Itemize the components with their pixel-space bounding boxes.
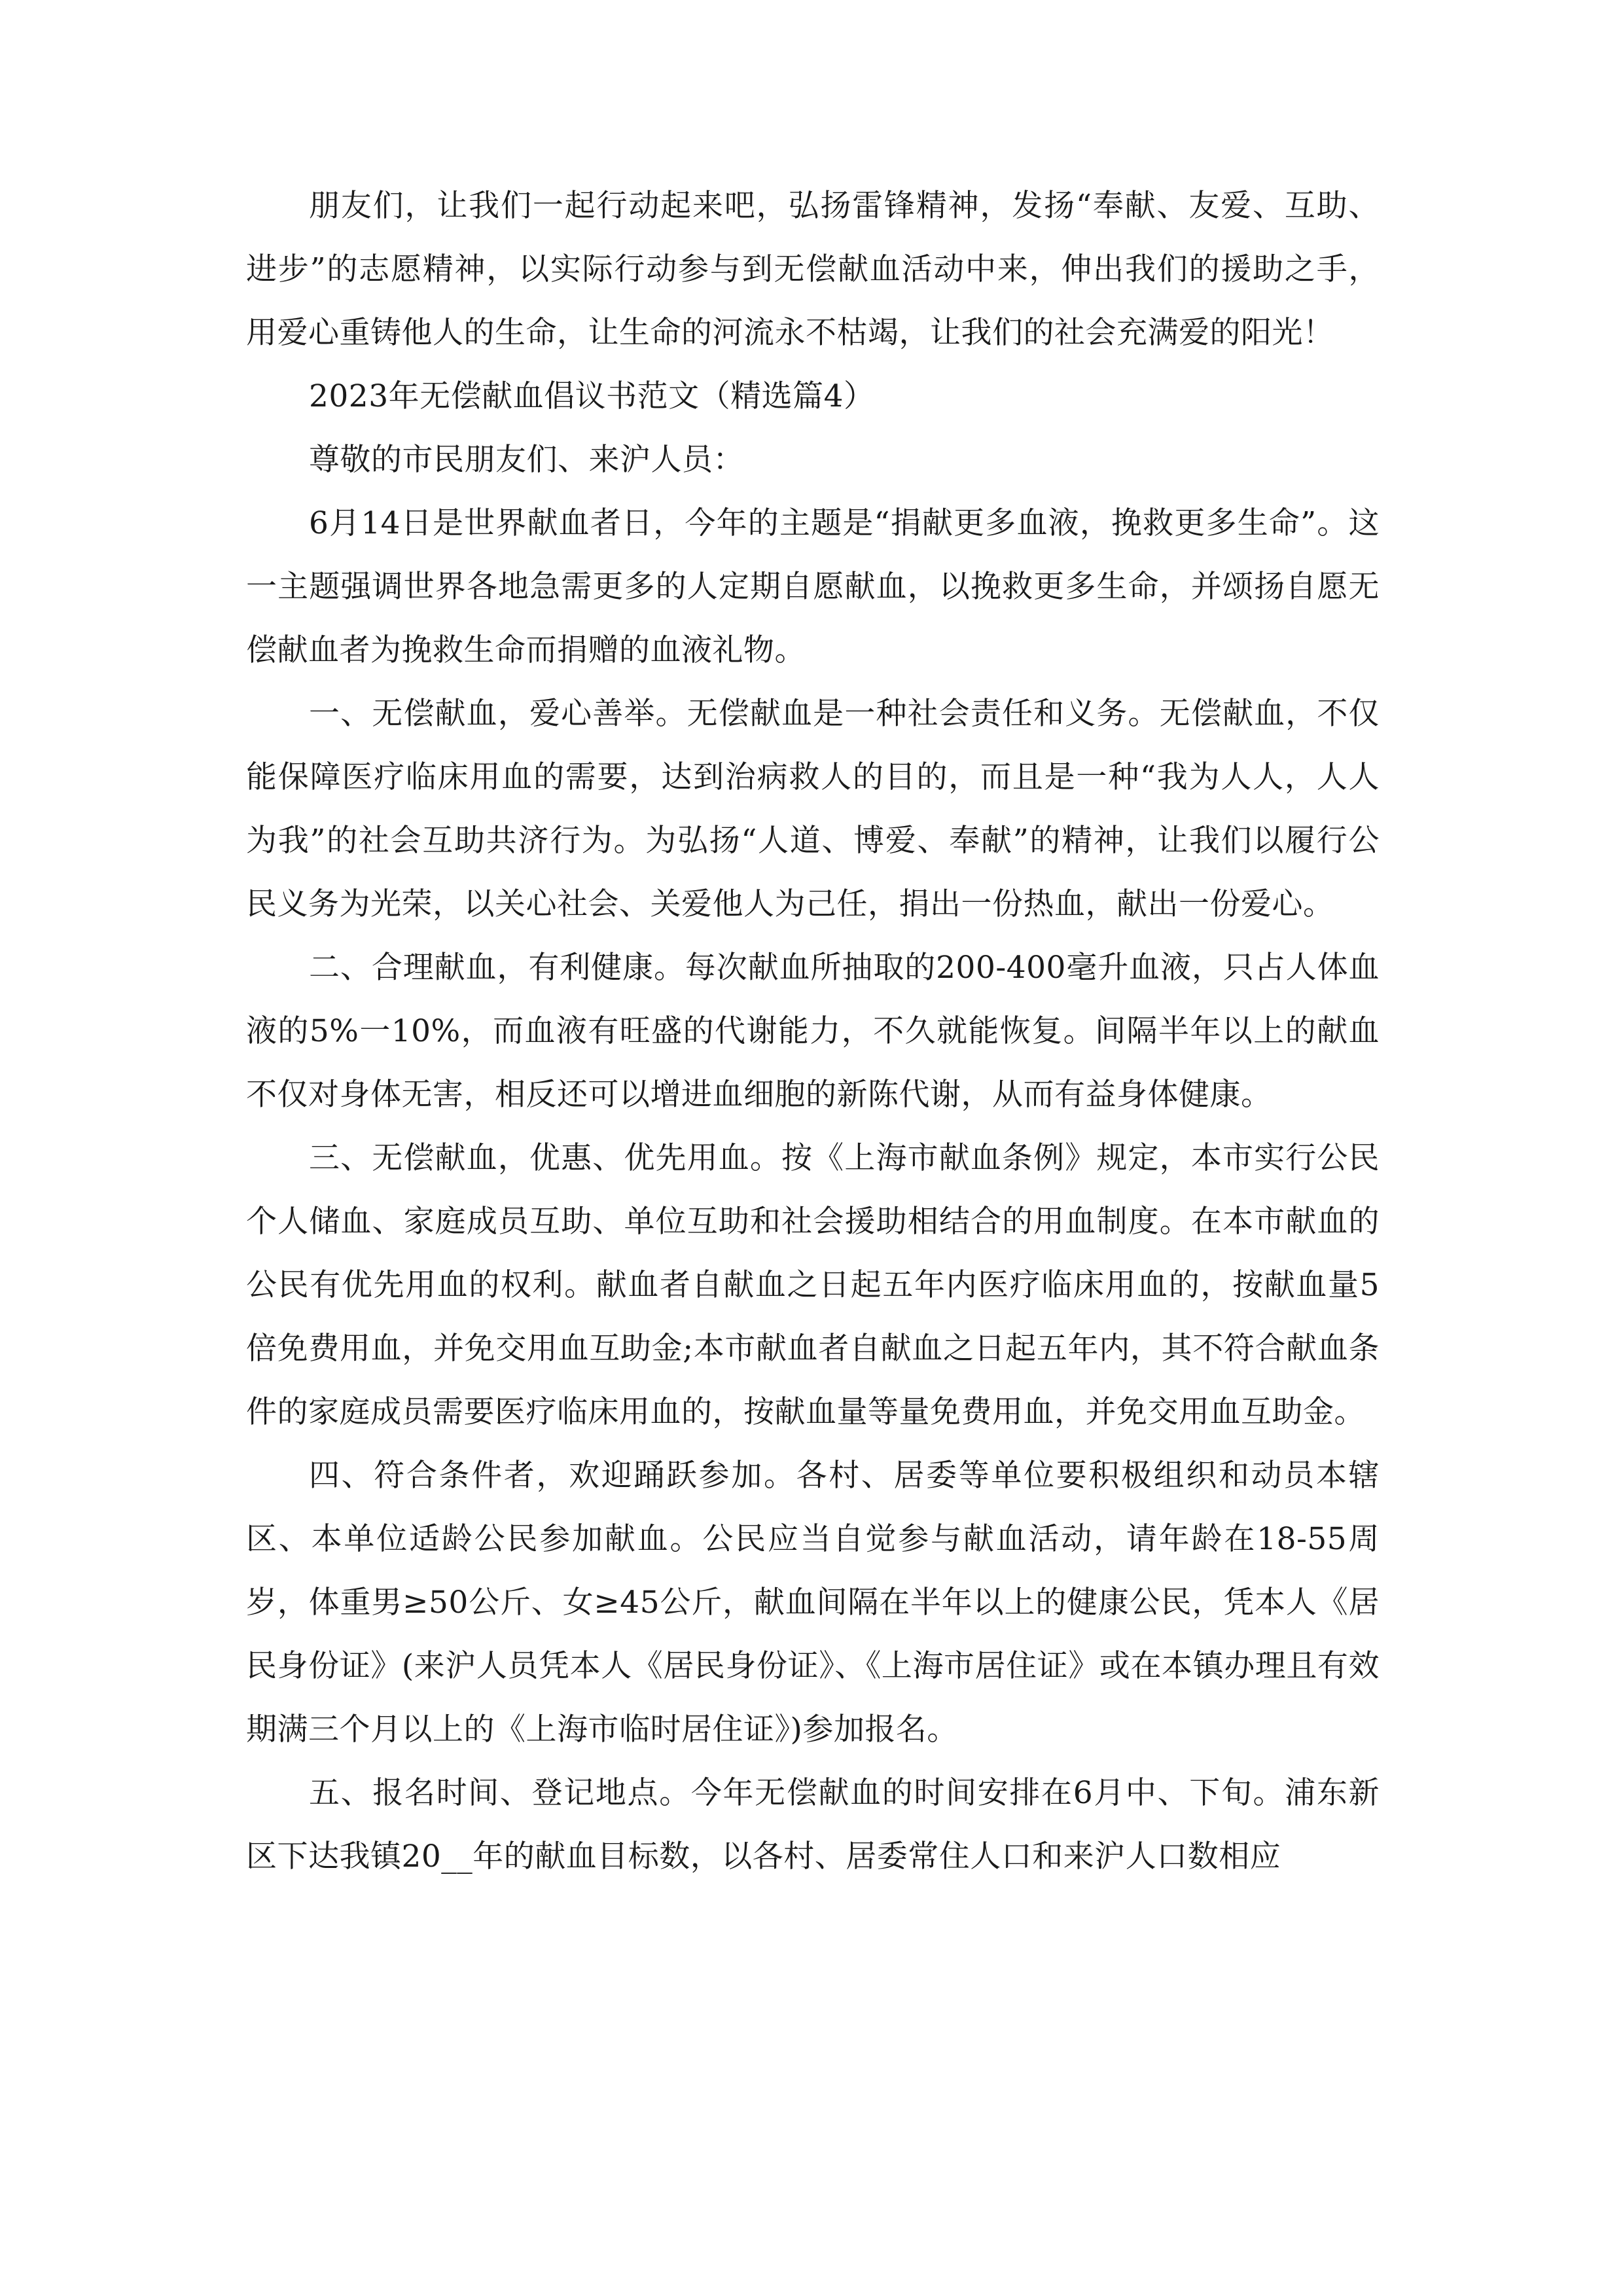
- paragraph-point-4: 四、符合条件者，欢迎踊跃参加。各村、居委等单位要积极组织和动员本辖区、本单位适龄公民参加献血。公民应当自觉参与献血活动，请年龄在18-55周岁，体重男≥50公斤、女≥45公斤，献血间隔在半年以上的健康公民，凭本人《居民身份证》(来沪人员凭本人《居民身份证》、《上海市居住证》或在本镇办理且有效期满三个月以上的《上海市临时居住证》)参加报名。: [246, 1458, 1380, 1748]
- document-page: [246, 174, 1380, 1888]
- section-heading: 2023年无偿献血倡议书范文（精选篇4）: [309, 378, 875, 414]
- salutation: 尊敬的市民朋友们、来沪人员：: [309, 442, 744, 478]
- paragraph-point-1: 一、无偿献血，爱心善举。无偿献血是一种社会责任和义务。无偿献血，不仅能保障医疗临床用血的需要，达到治病救人的目的，而且是一种“我为人人，人人为我”的社会互助共济行为。为弘扬“人道、博爱、奉献”的精神，让我们以履行公民义务为光荣，以关心社会、关爱他人为己任，捐出一份热血，献出一份爱心。: [246, 696, 1380, 922]
- paragraph-point-2: 二、合理献血，有利健康。每次献血所抽取的200-400毫升血液，只占人体血液的5%一10%，而血液有旺盛的代谢能力，不久就能恢复。间隔半年以上的献血不仅对身体无害，相反还可以增进血细胞的新陈代谢，从而有益身体健康。: [246, 950, 1380, 1113]
- paragraph-call-to-action: 朋友们，让我们一起行动起来吧，弘扬雷锋精神，发扬“奉献、友爱、互助、进步”的志愿精神，以实际行动参与到无偿献血活动中来，伸出我们的援助之手，用爱心重铸他人的生命，让生命的河流永不枯竭，让我们的社会充满爱的阳光！: [246, 188, 1380, 351]
- paragraph-point-5: 五、报名时间、登记地点。今年无偿献血的时间安排在6月中、下旬。浦东新区下达我镇20__年的献血目标数，以各村、居委常住人口和来沪人口数相应: [246, 1775, 1380, 1874]
- paragraph-point-3: 三、无偿献血，优惠、优先用血。按《上海市献血条例》规定，本市实行公民个人储血、家庭成员互助、单位互助和社会援助相结合的用血制度。在本市献血的公民有优先用血的权利。献血者自献血之日起五年内医疗临床用血的，按献血量5倍免费用血，并免交用血互助金;本市献血者自献血之日起五年内，其不符合献血条件的家庭成员需要医疗临床用血的，按献血量等量免费用血，并免交用血互助金。: [246, 1140, 1380, 1430]
- paragraph-world-blood-donor-day: 6月14日是世界献血者日，今年的主题是“捐献更多血液，挽救更多生命”。这一主题强调世界各地急需更多的人定期自愿献血，以挽救更多生命，并颂扬自愿无偿献血者为挽救生命而捐赠的血液礼物。: [246, 505, 1380, 668]
